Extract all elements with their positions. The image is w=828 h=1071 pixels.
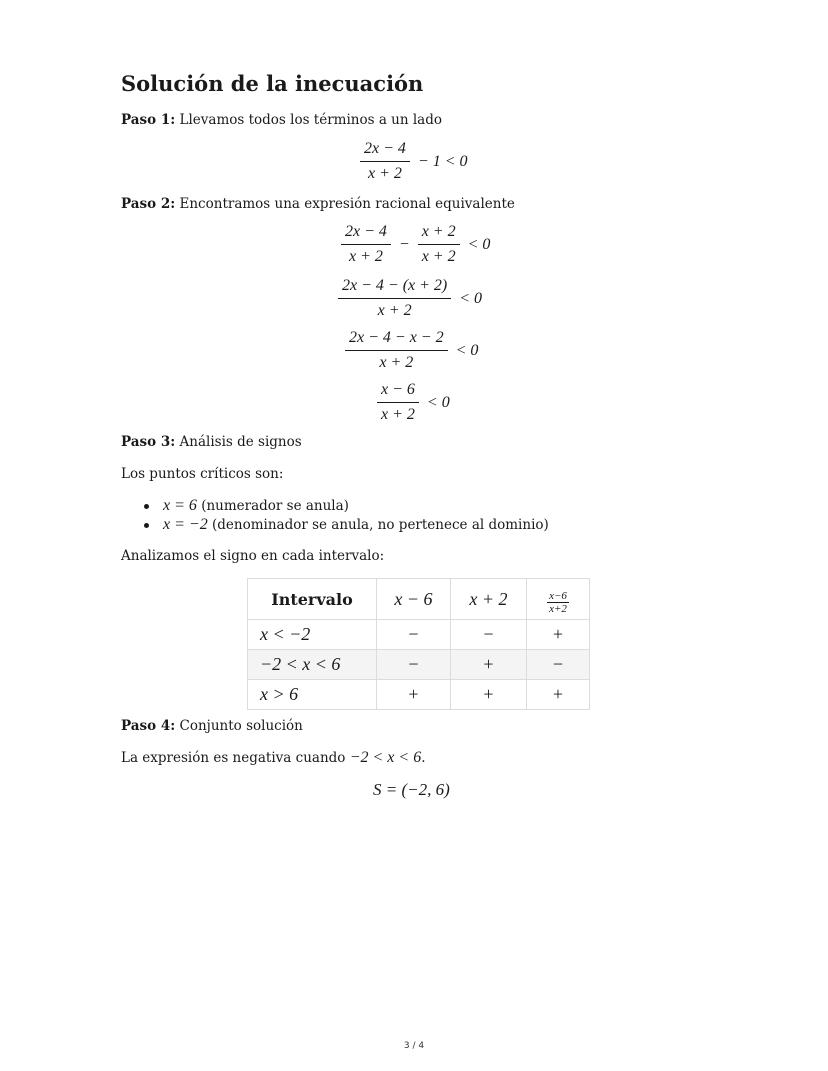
- table-cell: −: [451, 620, 527, 650]
- eq2-relation: < 0: [467, 235, 491, 253]
- table-header-row: [248, 579, 590, 620]
- frac-header-numerator: x−6: [549, 590, 567, 602]
- eq2-numerator-2: x + 2: [418, 223, 460, 245]
- analysis-intro: Analizamos el signo en cada intervalo:: [121, 548, 385, 564]
- step2-label: Paso 2:: [121, 196, 176, 212]
- solution-set: S = (−2, 6): [373, 780, 450, 799]
- page-number: 3 / 4: [403, 1041, 425, 1051]
- step4-paragraph: [121, 718, 303, 734]
- eq4-denominator: x + 2: [379, 354, 414, 371]
- list-item: [141, 516, 549, 535]
- list-item: [141, 497, 549, 516]
- step1-text: Llevamos todos los términos a un lado: [175, 112, 442, 128]
- frac-header-denominator: x+2: [549, 603, 567, 615]
- critical-point-note: (denominador se anula, no pertenece al dominio): [207, 517, 549, 533]
- critical-point-math: x = −2: [163, 516, 208, 533]
- conclusion-end: .: [421, 750, 426, 766]
- eq2-minus: −: [398, 235, 410, 253]
- critical-intro: Los puntos críticos son:: [121, 466, 284, 482]
- table-header: [527, 579, 590, 620]
- step3-text: Análisis de signos: [175, 434, 302, 450]
- sign-table: [247, 578, 590, 710]
- critical-point-math: x = 6: [163, 497, 197, 514]
- step3-label: Paso 3:: [121, 434, 176, 450]
- eq5-denominator: x + 2: [381, 406, 415, 423]
- table-cell: x > 6: [248, 680, 377, 710]
- step1-label: Paso 1:: [121, 112, 176, 128]
- critical-points-list: [141, 497, 549, 535]
- eq4-relation: < 0: [455, 341, 479, 359]
- conclusion-text: La expresión es negativa cuando: [121, 750, 350, 766]
- eq3-relation: < 0: [459, 289, 483, 307]
- table-cell: −: [377, 650, 451, 680]
- eq2-denominator-1: x + 2: [349, 248, 383, 265]
- table-row: [248, 680, 590, 710]
- step4-label: Paso 4:: [121, 718, 176, 734]
- step2-text: Encontramos una expresión racional equivalente: [175, 196, 515, 212]
- eq2-denominator-2: x + 2: [421, 248, 456, 265]
- eq5-numerator: x − 6: [377, 381, 419, 403]
- table-header: x − 6: [377, 579, 451, 620]
- eq3-numerator: 2x − 4 − (x + 2): [338, 277, 451, 299]
- eq1-denominator: x + 2: [368, 165, 402, 182]
- table-cell: +: [377, 680, 451, 710]
- table-cell: −: [527, 650, 590, 680]
- table-cell: +: [451, 650, 527, 680]
- eq3-denominator: x + 2: [377, 302, 412, 319]
- eq5-relation: < 0: [426, 393, 450, 411]
- step4-text: Conjunto solución: [175, 718, 303, 734]
- table-cell: +: [451, 680, 527, 710]
- critical-point-note: (numerador se anula): [196, 498, 349, 514]
- table-row: [248, 620, 590, 650]
- table-header: x + 2: [451, 579, 527, 620]
- eq1-rest: − 1 < 0: [417, 152, 468, 170]
- table-row: [248, 650, 590, 680]
- table-cell: +: [527, 620, 590, 650]
- page-title: Solución de la inecuación: [121, 71, 424, 96]
- step3-paragraph: [121, 434, 302, 450]
- eq2-numerator-1: 2x − 4: [341, 223, 391, 245]
- conclusion-math: −2 < x < 6: [349, 749, 422, 766]
- table-cell: −2 < x < 6: [248, 650, 377, 680]
- table-cell: x < −2: [248, 620, 377, 650]
- table-header: Intervalo: [248, 579, 377, 620]
- step2-paragraph: [121, 196, 515, 212]
- table-cell: +: [527, 680, 590, 710]
- eq1-numerator: 2x − 4: [360, 140, 410, 162]
- table-cell: −: [377, 620, 451, 650]
- conclusion-paragraph: [121, 749, 426, 767]
- eq4-numerator: 2x − 4 − x − 2: [345, 329, 448, 351]
- step1-paragraph: [121, 112, 442, 128]
